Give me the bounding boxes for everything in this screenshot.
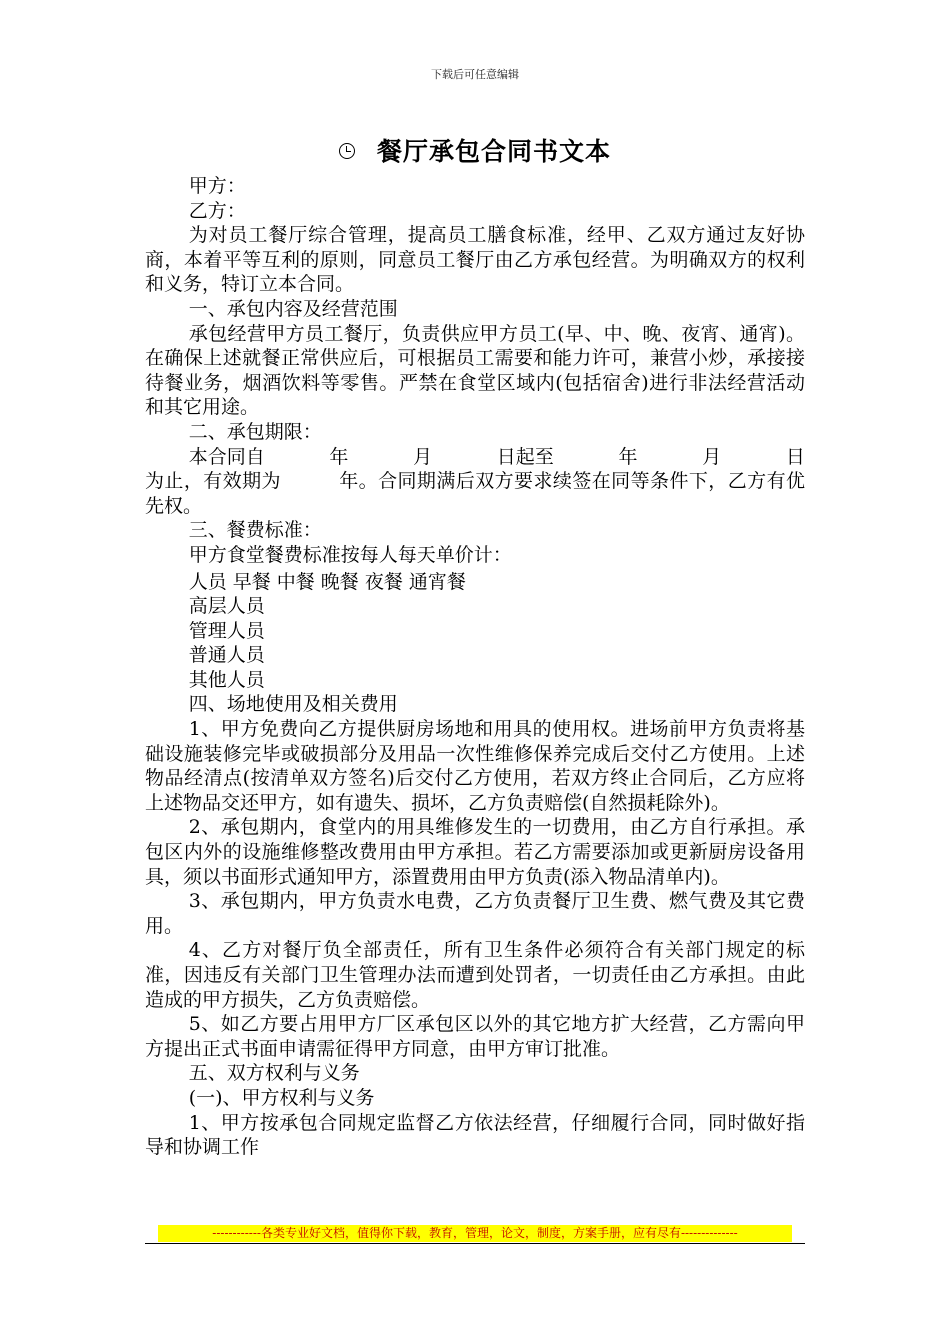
section-4-item: 5、如乙方要占用甲方厂区承包区以外的其它地方扩大经营，乙方需向甲方提出正式书面申请需征得甲方同意，由甲方审订批准。 (145, 1013, 805, 1060)
date-token: 月 (702, 445, 722, 468)
date-token: 年 (618, 445, 638, 468)
date-token: 本合同自 (188, 445, 265, 468)
section-2-title: 二、承包期限： (188, 420, 322, 443)
meal-row: 管理人员 (188, 619, 265, 642)
footer-divider (145, 1243, 805, 1244)
section-4-item: 1、甲方免费向乙方提供厨房场地和用具的使用权。进场前甲方负责将基础设施装修完毕或破损部分及用品一次性维修保养完成后交付乙方使用。上述物品经清点(按清单双方签名)后交付乙方使用，若双方终止合同后，乙方应将上述物品交还甲方，如有遗失、损坏，乙方负责赔偿(自然损耗除外)。 (145, 718, 805, 814)
section-5-item: 1、甲方按承包合同规定监督乙方依法经营，仔细履行合同，同时做好指导和协调工作 (145, 1111, 805, 1159)
clock-icon (339, 143, 355, 159)
party-b-line: 乙方： (188, 199, 246, 222)
meal-row: 高层人员 (188, 595, 265, 618)
intro-paragraph: 为对员工餐厅综合管理，提高员工膳食标准，经甲、乙双方通过友好协商，本着平等互利的原则，同意员工餐厅由乙方承包经营。为明确双方的权利和义务，特订立本合同。 (145, 224, 805, 296)
title-text: 餐厅承包合同书文本 (376, 137, 611, 166)
party-a-line: 甲方： (188, 175, 246, 197)
section-2-body: 为止，有效期为 年。合同期满后双方要求续签在同等条件下，乙方有优先权。 (145, 470, 805, 517)
section-5-subtitle: (一)、甲方权利与义务 (188, 1086, 375, 1109)
section-4-item: 4、乙方对餐厅负全部责任，所有卫生条件必须符合有关部门规定的标准，因违反有关部门卫生管理办法而遭到处罚者，一切责任由乙方承担。由此造成的甲方损失，乙方负责赔偿。 (145, 939, 805, 1011)
section-4-item: 2、承包期内，食堂内的用具维修发生的一切费用，由乙方自行承担。承包区内外的设施维修整改费用由甲方承担。若乙方需要添加或更新厨房设备用具，须以书面形式通知甲方，添置费用由甲方负责(添入物品清单内)。 (145, 816, 805, 888)
page-title (0, 132, 950, 168)
section-5-title: 五、双方权利与义务 (188, 1062, 360, 1085)
section-3-intro: 甲方食堂餐费标准按每人每天单价计： (188, 543, 512, 566)
date-token: 日起至 (496, 445, 554, 468)
section-3-title: 三、餐费标准： (188, 519, 322, 542)
header-note: 下载后可任意编辑 (431, 68, 519, 81)
contract-body (145, 174, 805, 1160)
section-4-title: 四、场地使用及相关费用 (188, 693, 398, 716)
date-token: 年 (329, 445, 349, 468)
section-1-title: 一、承包内容及经营范围 (188, 297, 398, 320)
footer-banner: ------------各类专业好文档，值得你下载，教育，管理，论文，制度，方案手册，应有尽有-------------- (158, 1225, 792, 1242)
meal-row: 普通人员 (188, 644, 265, 667)
meal-row: 其他人员 (188, 668, 265, 691)
section-4-item: 3、承包期内，甲方负责水电费，乙方负责餐厅卫生费、燃气费及其它费用。 (145, 890, 805, 937)
date-token: 日 (785, 445, 805, 468)
meal-table-header: 人员 早餐 中餐 晚餐 夜餐 通宵餐 (188, 570, 466, 593)
contract-date-line (145, 445, 805, 470)
date-token: 月 (413, 445, 433, 468)
section-1-body: 承包经营甲方员工餐厅，负责供应甲方员工(早、中、晚、夜宵、通宵)。在确保上述就餐正常供应后，可根据员工需要和能力许可，兼营小炒，承接接待餐业务，烟酒饮料等零售。严禁在食堂区域内(包括宿舍)进行非法经营活动和其它用途。 (145, 322, 805, 419)
